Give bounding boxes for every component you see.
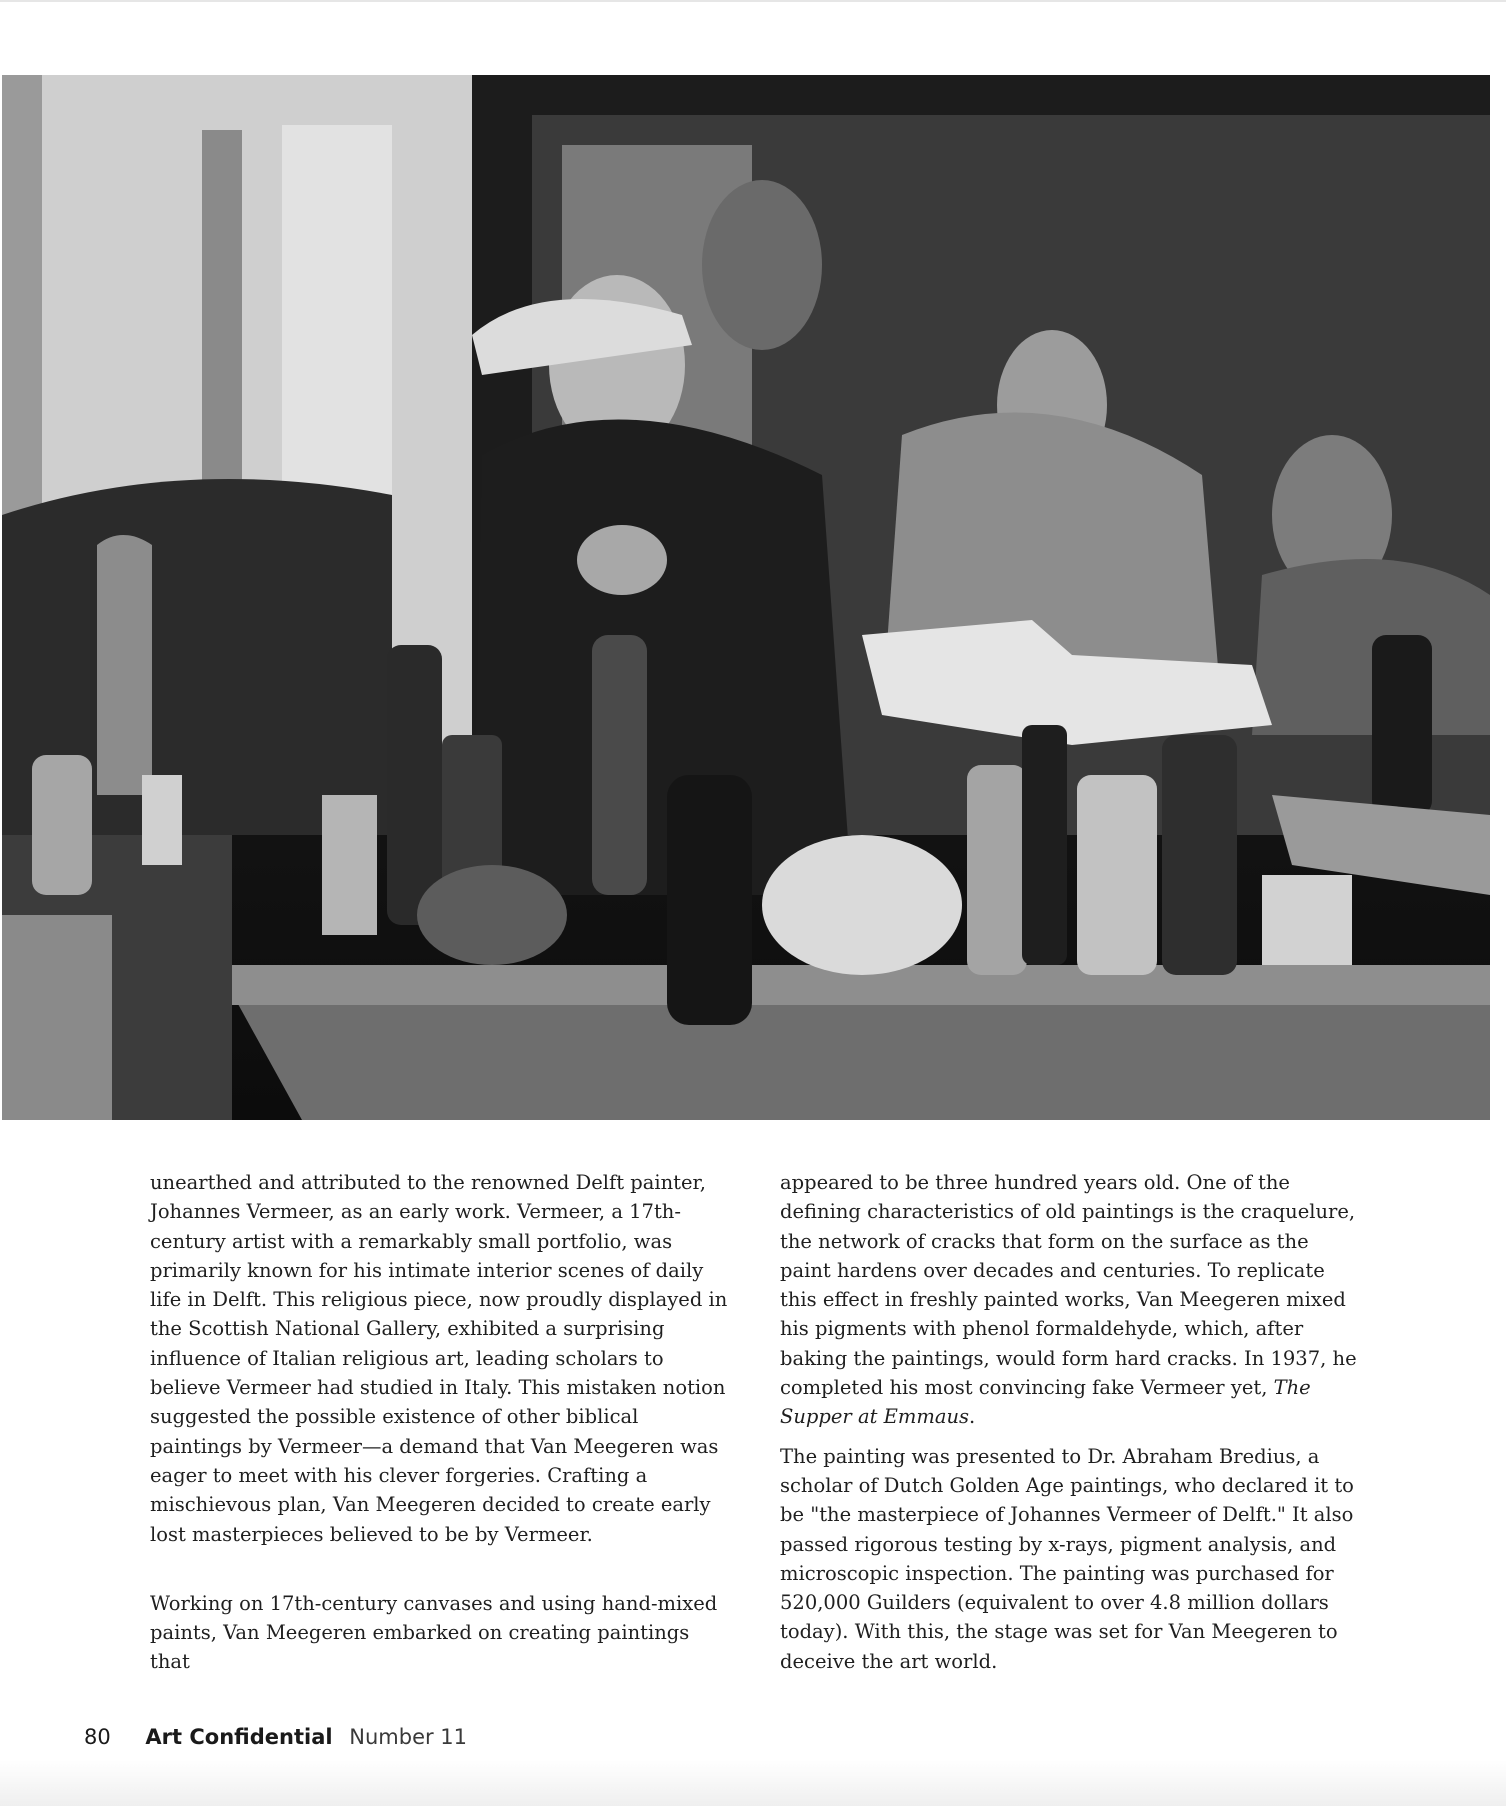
article-paragraph: Working on 17th-century canvases and using hand-mixed paints, Van Meegeren embarked on creating paintings that: [150, 1591, 718, 1674]
article-column-right: [780, 1168, 1365, 1686]
magazine-name: Art Confidential: [145, 1725, 333, 1749]
issue-number: Number 11: [349, 1725, 468, 1749]
page-footer: [84, 1725, 467, 1749]
page-number: 80: [84, 1725, 111, 1749]
paragraph-end: .: [969, 1405, 976, 1429]
studio-photo-icon: [2, 75, 1490, 1120]
article-paragraph: unearthed and attributed to the renowned Delft painter, Johannes Vermeer, as an early work. Vermeer, a 17th-century artist with a remarkably small portfolio, was primarily known for his intimate interior scenes of daily life in Delft. This religious piece, now proudly displayed in the Scottish National Gallery, exhibited a surprising influence of Italian religious art, leading scholars to believe Vermeer had studied in Italy. This mistaken notion suggested the possible existence of other biblical paintings by Vermeer—a demand that Van Meegeren was eager to meet with his clever forgeries. Crafting a mischievous plan, Van Meegeren decided to create early lost masterpieces believed to be by Vermeer.: [150, 1171, 728, 1546]
page-bottom-shade: [0, 1760, 1506, 1806]
studio-photo: [2, 75, 1490, 1120]
article-paragraph: The painting was presented to Dr. Abraham Bredius, a scholar of Dutch Golden Age paintings, who declared it to be "the masterpiece of Johannes Vermeer of Delft." It also passed rigorous testing by x-rays, pigment analysis, and microscopic inspection. The painting was purchased for 520,000 Guilders (equivalent to over 4.8 million dollars today). With this, the stage was set for Van Meegeren to deceive the art world.: [780, 1444, 1354, 1673]
article-paragraph: [780, 1168, 1365, 1432]
painting-title: The Supper at Emmaus: [780, 1376, 1311, 1429]
article-column-left: [150, 1168, 735, 1687]
top-rule: [0, 0, 1506, 2]
paragraph-text: appeared to be three hundred years old. One of the defining characteristics of old paintings is the craquelure, the network of cracks that form on the surface as the paint hardens over decades and centuries. To replicate this effect in freshly painted works, Van Meegeren mixed his pigments with phenol formaldehyde, which, after baking the paintings, would form hard cracks. In 1937, he completed his most convincing fake Vermeer yet,: [780, 1171, 1357, 1400]
